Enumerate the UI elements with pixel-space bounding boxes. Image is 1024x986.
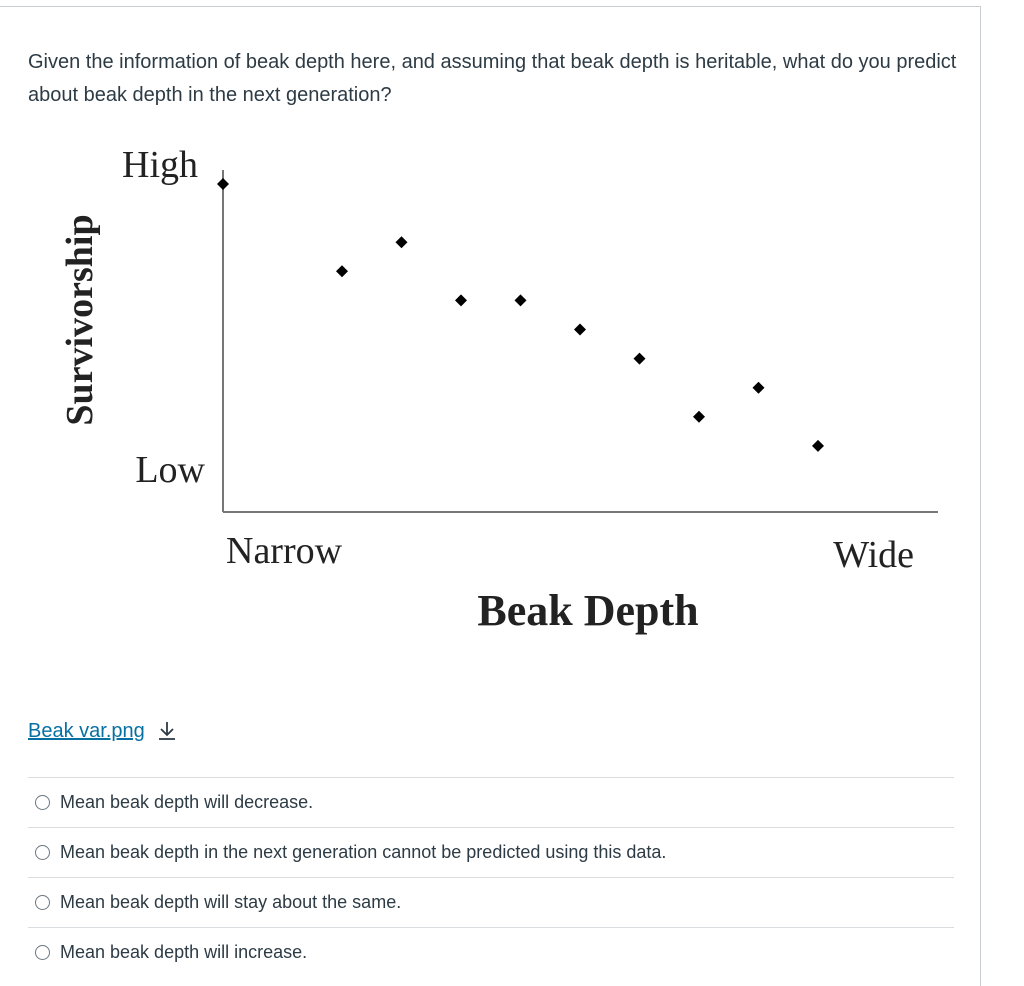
question-prompt: Given the information of beak depth here, and assuming that beak depth is heritable, what do you predict about beak depth in the next generation? [28,51,957,106]
download-icon[interactable] [157,720,177,742]
x-tick-wide: Wide [833,534,914,576]
answer-list [28,777,954,977]
data-point [396,236,408,248]
data-point [217,178,229,190]
y-axis-label: Survivorship [59,214,101,426]
y-tick-low: Low [135,449,205,491]
x-tick-narrow: Narrow [226,530,343,572]
radio-button[interactable] [35,795,50,810]
radio-button[interactable] [35,895,50,910]
answer-label: Mean beak depth in the next generation cannot be predicted using this data. [60,842,667,862]
answer-option[interactable] [28,777,954,827]
answer-option[interactable] [28,877,954,927]
answer-option[interactable] [28,927,954,977]
radio-button[interactable] [35,945,50,960]
answer-label: Mean beak depth will increase. [60,942,308,962]
data-point [574,324,586,336]
data-point [515,294,527,306]
data-point [455,294,467,306]
answer-label: Mean beak depth will decrease. [60,792,314,812]
attachment-link[interactable]: Beak var.png [28,719,145,742]
survivorship-chart [28,130,958,650]
attachment-row [28,716,177,746]
data-point [693,411,705,423]
answer-option[interactable] [28,827,954,877]
data-point [634,353,646,365]
data-points [217,178,824,452]
data-point [753,382,765,394]
data-point [336,265,348,277]
beak-depth-figure [28,130,958,650]
answer-label: Mean beak depth will stay about the same. [60,892,402,912]
data-point [812,440,824,452]
y-tick-high: High [122,144,198,186]
radio-button[interactable] [35,845,50,860]
x-axis-label: Beak Depth [477,586,699,635]
